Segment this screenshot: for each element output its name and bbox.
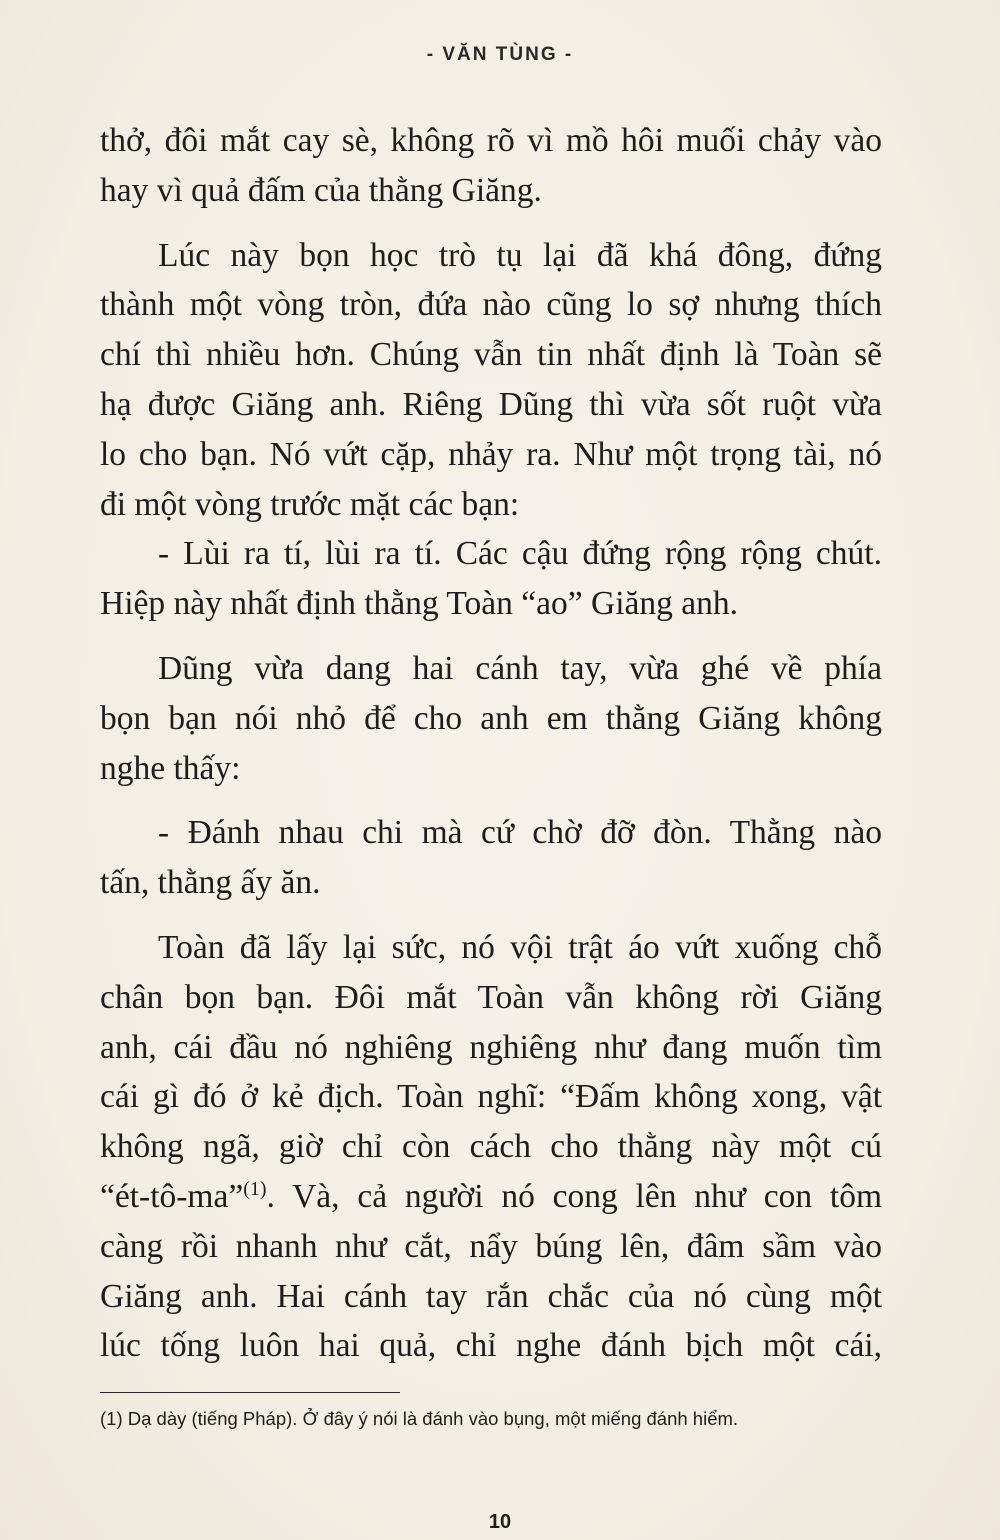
footnote: (1) Dạ dày (tiếng Pháp). Ở đây ý nói là đánh vào bụng, một miếng đánh hiểm. xyxy=(100,1408,739,1429)
text-line: nghe thấy: xyxy=(100,749,241,787)
text-line: Hiệp này nhất định thằng Toàn “ao” Giăng anh. xyxy=(100,585,739,623)
text-line: anh, cái đầu nó nghiêng nghiêng như đang muốn tìm xyxy=(100,1028,882,1066)
text-line-with-footnote xyxy=(100,1172,882,1222)
text-line: thành một vòng tròn, đứa nào cũng lo sợ nhưng thích xyxy=(100,286,882,324)
text-line: càng rồi nhanh như cắt, nẩy búng lên, đâm sầm vào xyxy=(100,1227,882,1265)
text-line: hạ được Giăng anh. Riêng Dũng thì vừa sốt ruột vừa xyxy=(100,385,882,423)
text-line: chí thì nhiều hơn. Chúng vẫn tin nhất định là Toàn sẽ xyxy=(100,336,882,374)
text-line: - Lùi ra tí, lùi ra tí. Các cậu đứng rộng rộng chút. xyxy=(158,535,882,573)
text-line: Toàn đã lấy lại sức, nó vội trật áo vứt xuống chỗ xyxy=(158,928,882,966)
text-line: Giăng anh. Hai cánh tay rắn chắc của nó cùng một xyxy=(100,1277,882,1315)
body-text xyxy=(100,116,882,1371)
text-line: bọn bạn nói nhỏ để cho anh em thằng Giăng không xyxy=(100,699,882,737)
text-line: Lúc này bọn học trò tụ lại đã khá đông, đứng xyxy=(158,236,882,274)
text-line: lo cho bạn. Nó vứt cặp, nhảy ra. Như một trọng tài, nó xyxy=(100,435,882,473)
text-line: lúc tống luôn hai quả, chỉ nghe đánh bịch một cái, xyxy=(100,1327,882,1365)
text-line: - Đánh nhau chi mà cứ chờ đỡ đòn. Thằng nào xyxy=(158,814,882,852)
page-number: 10 xyxy=(488,1511,512,1533)
footnote-divider xyxy=(100,1392,400,1393)
text-line: Dũng vừa dang hai cánh tay, vừa ghé về phía xyxy=(158,649,882,687)
text-fragment: . Và, cả người nó cong lên như con tôm xyxy=(266,1177,882,1215)
text-line: không ngã, giờ chỉ còn cách cho thằng này một cú xyxy=(100,1128,882,1166)
footnote-marker: (1) xyxy=(243,1177,267,1200)
text-line: tấn, thằng ấy ăn. xyxy=(100,864,321,902)
text-line: chân bọn bạn. Đôi mắt Toàn vẫn không rời Giăng xyxy=(100,978,882,1016)
text-line: đi một vòng trước mặt các bạn: xyxy=(100,485,520,523)
text-fragment: “ét-tô-ma” xyxy=(100,1177,244,1215)
running-header: - VĂN TÙNG - xyxy=(426,44,574,65)
text-line: cái gì đó ở kẻ địch. Toàn nghĩ: “Đấm không xong, vật xyxy=(100,1078,882,1116)
text-line: hay vì quả đấm của thằng Giăng. xyxy=(100,171,542,209)
text-line: thở, đôi mắt cay sè, không rõ vì mồ hôi muối chảy vào xyxy=(100,122,882,159)
